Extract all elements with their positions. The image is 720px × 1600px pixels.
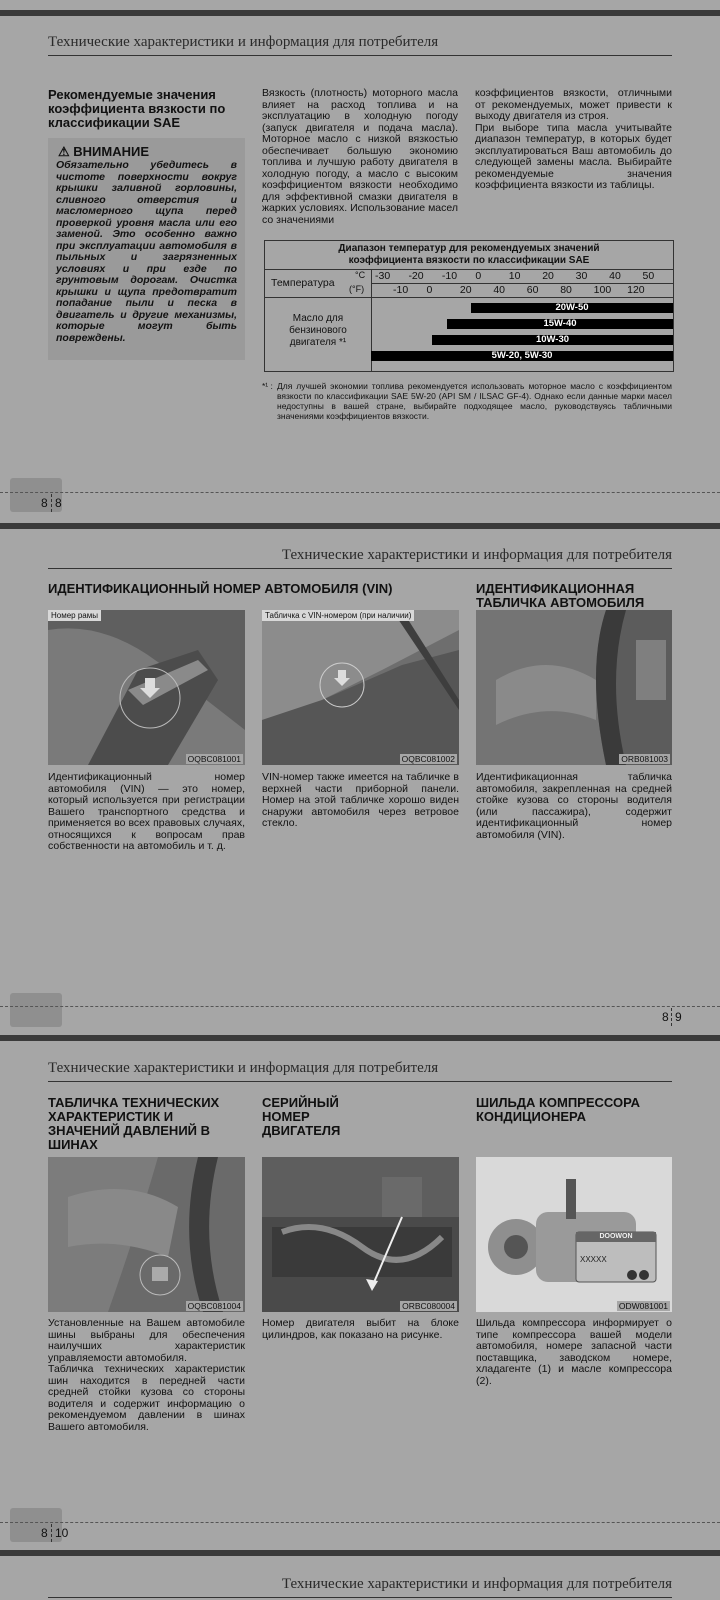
table-title: Диапазон температур для рекомендуемых значений коэффициента вязкости по классификации SAE	[338, 243, 600, 266]
photo-id-plate	[476, 610, 672, 765]
celsius-scale	[371, 270, 673, 283]
photo-code: OQBC081004	[187, 1301, 241, 1311]
celsius-tick: 30	[575, 270, 588, 282]
photo-tire-placard	[48, 1157, 245, 1312]
oil-grade-bar: 15W-40	[447, 319, 673, 329]
fahrenheit-tick: 0	[426, 284, 433, 296]
section-heading-plate: ИДЕНТИФИКАЦИОННАЯ ТАБЛИЧКА АВТОМОБИЛЯ	[476, 581, 645, 610]
body-text-compressor: Шильда компрессора информирует о типе компрессора вашей модели автомобиля, номере запасной части поставщика, заводском номере, хладагенте (1) и масле компрессора (2).	[476, 1317, 672, 1387]
compressor-brand: DOOWON	[599, 1233, 633, 1240]
photo-caption: Номер рамы	[48, 610, 101, 621]
photo-compressor-label	[476, 1157, 672, 1312]
page-header-title: Технические характеристики и информация для потребителя	[281, 547, 672, 563]
body-text-vin: Идентификационный номер автомобиля (VIN) — это номер, который используется при регистрации Вашего транспортного средства и применяется во всех правовых случаях, относящихся к вопросам прав собственности на автомобиль и т. д.	[48, 771, 245, 852]
page-header-title: Технические характеристики и информация для потребителя	[48, 1060, 439, 1076]
celsius-tick: 50	[642, 270, 655, 282]
celsius-tick: -30	[375, 270, 391, 282]
page-separator	[0, 1550, 720, 1556]
fahrenheit-tick: 100	[593, 284, 612, 296]
body-text-col2: Вязкость (плотность) моторного масла влияет на расход топлива и на эксплуатацию в холодную погоду (запуск двигателя и подача масла). Моторное масло с низкой вязкостью обеспечивает большую экономию топлива и лучшую работу двигателя в холодную погоду, а масло с высоким коэффициентом вязкости необходимо для эффективной смазки двигателя в жарких условиях. Использование масел со значениями	[262, 87, 458, 226]
unit-fahrenheit: (°F)	[349, 284, 365, 294]
photo-code: ODW081001	[618, 1301, 668, 1311]
celsius-tick: 20	[542, 270, 554, 282]
sae-viscosity-table	[264, 240, 674, 372]
page-tab-marker	[10, 993, 62, 1027]
page-number-page: 10	[55, 1526, 69, 1540]
oil-label: Масло для бензинового двигателя *¹	[289, 313, 347, 348]
page-number-chapter: 8	[662, 1010, 669, 1024]
photo-code: ORBC080004	[402, 1301, 455, 1311]
photo-code: ORB081003	[621, 754, 668, 764]
page-number-chapter: 8	[41, 496, 48, 510]
oil-grade-bars	[371, 297, 673, 371]
oil-grade-bar: 5W-20, 5W-30	[371, 351, 673, 361]
body-text-vin-plate: VIN-номер также имеется на табличке в верхней части приборной панели. Номер на этой табличке хорошо виден снаружи автомобиля через ветровое стекло.	[262, 771, 459, 829]
cut-line	[0, 492, 720, 493]
fahrenheit-tick: 60	[526, 284, 539, 296]
page-separator	[0, 10, 720, 16]
fahrenheit-tick: 120	[627, 284, 645, 296]
cut-line	[0, 1522, 720, 1523]
fahrenheit-tick: 20	[459, 284, 472, 296]
page-separator	[0, 523, 720, 529]
page-number-chapter: 8	[41, 1526, 48, 1540]
warning-box	[48, 138, 245, 360]
header-rule	[48, 1081, 672, 1082]
footnote-mark: *¹ :	[262, 381, 273, 391]
oil-grade-bar: 10W-30	[432, 335, 673, 345]
page-header-title: Технические характеристики и информация для потребителя	[48, 34, 439, 50]
section-heading-sae: Рекомендуемые значения коэффициента вязкости по классификации SAE	[48, 87, 226, 130]
photo-frame-number	[48, 610, 245, 765]
body-text-engine: Номер двигателя выбит на блоке цилиндров, как показано на рисунке.	[262, 1317, 459, 1341]
body-text-col3: коэффициентов вязкости, отличными от рекомендуемых, может привести к выходу двигателя из строя. При выборе типа масла учитывайте диапазон температур, в которых будет эксплуатироваться Ваш автомобиль до следующей замены масла. Выбирайте рекомендуемые значения коэффициента вязкости из таблицы.	[475, 87, 672, 191]
celsius-tick: 10	[508, 270, 521, 282]
warning-title: ⚠ ВНИМАНИЕ	[58, 144, 150, 159]
section-heading-compressor: ШИЛЬДА КОМПРЕССОРА КОНДИЦИОНЕРА	[476, 1095, 641, 1124]
fahrenheit-tick: 80	[560, 284, 572, 296]
header-rule	[48, 568, 672, 569]
temperature-label: Температура	[271, 277, 335, 289]
section-heading-tire: ТАБЛИЧКА ТЕХНИЧЕСКИХ ХАРАКТЕРИСТИК И ЗНАЧЕНИЙ ДАВЛЕНИЙ В ШИНАХ	[48, 1095, 220, 1152]
section-heading-engine: СЕРИЙНЫЙ НОМЕР ДВИГАТЕЛЯ	[262, 1095, 341, 1138]
fahrenheit-tick: -10	[393, 284, 409, 296]
photo-caption: Табличка с VIN-номером (при наличии)	[262, 610, 414, 621]
section-heading-vin: ИДЕНТИФИКАЦИОННЫЙ НОМЕР АВТОМОБИЛЯ (VIN)	[48, 581, 393, 596]
page-number-page: 9	[675, 1010, 682, 1024]
page-number-page: 8	[55, 496, 62, 510]
footnote-text: Для лучшей экономии топлива рекомендуется использовать моторное масло с коэффициентом вязкости по классификации SAE 5W-20 (API SM / ILSAC GF-4). Однако если данные марки масел недоступны в вашей стране, выбирайте подходящее масло, руководствуясь табличными значениями коэффициентов вязкости.	[277, 381, 672, 421]
header-rule	[48, 1597, 672, 1598]
celsius-tick: 40	[609, 270, 621, 282]
page-separator	[0, 1035, 720, 1041]
header-rule	[48, 55, 672, 56]
photo-code: OQBC081002	[401, 754, 455, 764]
photo-vin-plate	[262, 610, 459, 765]
celsius-tick: 0	[475, 270, 482, 282]
fahrenheit-scale	[371, 284, 673, 297]
celsius-tick: -20	[408, 270, 424, 282]
body-text-tire: Установленные на Вашем автомобиле шины выбраны для обеспечения наилучших характеристик управляемости автомобиля. Табличка технических характеристик шин находится в передней части средней стойки кузова со стороны водителя и содержит информацию о рекомендуемом давлении в шинах Вашего автомобиля.	[48, 1317, 245, 1433]
body-text-id-plate: Идентификационная табличка автомобиля, закрепленная на средней стойке кузова со стороны водителя (или пассажира), содержит идентификационный номер автомобиля (VIN).	[476, 771, 672, 841]
warning-text: Обязательно убедитесь в чистоте поверхности вокруг крышки заливной горловины, сливного отверстия и масломерного щупа перед проверкой уровня масла или его заменой. Это особенно важно при эксплуатации автомобиля в пыльных и загрязненных условиях и при езде по грунтовым дорогам. Очистка крышки и щупа предотвратит попадание пыли и песка в двигатель и другие механизмы, которые могут быть повреждены.	[56, 159, 237, 344]
photo-code: OQBC081001	[187, 754, 241, 764]
page-header-title: Технические характеристики и информация для потребителя	[281, 1576, 672, 1592]
oil-grade-bar: 20W-50	[471, 303, 673, 313]
celsius-tick: -10	[441, 270, 458, 282]
compressor-serial: XXXXX	[580, 1255, 607, 1264]
cut-line	[0, 1006, 720, 1007]
fahrenheit-tick: 40	[493, 284, 506, 296]
photo-engine-number	[262, 1157, 459, 1312]
unit-celsius: °C	[355, 270, 366, 280]
